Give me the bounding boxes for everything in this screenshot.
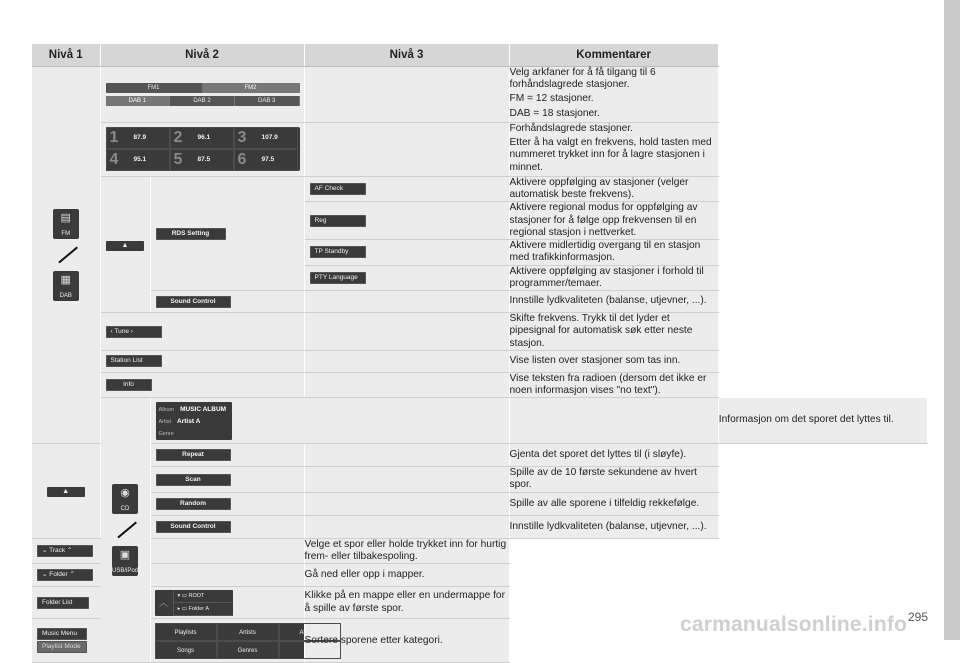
table-row bbox=[32, 515, 928, 538]
tune-comment: Skifte frekvens. Trykk til det lyder et pipesignal for automatisk søk etter neste stasjon. bbox=[509, 313, 718, 351]
media-sound-control-cell bbox=[150, 515, 304, 538]
usb-source-icon[interactable] bbox=[112, 546, 138, 576]
folder-item-label: Folder A bbox=[188, 605, 209, 612]
function-table bbox=[32, 44, 928, 663]
category-songs[interactable]: Songs bbox=[155, 641, 217, 659]
preset-number: 4 bbox=[109, 151, 119, 169]
preset-frequency: 107.9 bbox=[261, 134, 278, 142]
preset-frequency: 97.5 bbox=[261, 156, 275, 164]
header-level-3: Nivå 3 bbox=[304, 44, 509, 67]
sound-control-button[interactable]: Sound Control bbox=[156, 521, 231, 533]
tab-dab2[interactable]: DAB 2 bbox=[170, 96, 235, 106]
dab-tab-bar bbox=[106, 96, 300, 106]
preset-number: 1 bbox=[109, 129, 119, 147]
repeat-button[interactable]: Repeat bbox=[156, 449, 231, 461]
af-check-button[interactable]: AF Check bbox=[310, 183, 366, 195]
tab-dab3[interactable]: DAB 3 bbox=[235, 96, 300, 106]
chevron-right-icon[interactable]: › bbox=[130, 327, 133, 335]
tune-cell bbox=[100, 313, 304, 351]
music-menu-button[interactable]: Music Menu bbox=[37, 628, 87, 640]
radio-up-cell bbox=[100, 176, 150, 312]
folder-icon: ▾ ▭ bbox=[177, 592, 189, 599]
preset-button-3[interactable] bbox=[234, 127, 298, 149]
artist-value: Artist A bbox=[177, 417, 201, 425]
empty-level-3 bbox=[304, 492, 509, 515]
table-row bbox=[32, 122, 928, 176]
tab-dab1[interactable]: DAB 1 bbox=[106, 96, 171, 106]
preset-frequency: 96.1 bbox=[197, 134, 211, 142]
scan-button[interactable]: Scan bbox=[156, 474, 231, 486]
genre-label: Genre bbox=[158, 430, 174, 437]
tp-standby-cell bbox=[304, 240, 509, 265]
folder-rows bbox=[174, 590, 233, 616]
category-genres[interactable]: Genres bbox=[217, 641, 279, 659]
table-row bbox=[32, 350, 928, 372]
af-comment: Aktivere oppfølging av stasjoner (velger automatisk beste frekvens). bbox=[509, 176, 718, 201]
preset-button-5[interactable] bbox=[170, 149, 234, 171]
chevron-down-icon[interactable]: ⌄ bbox=[42, 547, 48, 555]
repeat-comment: Gjenta det sporet det lyttes til (i sløyfe). bbox=[509, 444, 718, 467]
table-row bbox=[32, 444, 928, 467]
media-up-cell bbox=[32, 444, 100, 538]
preset-grid bbox=[106, 127, 300, 171]
media-sound-comment: Innstille lydkvaliteten (balanse, utjevner, ...). bbox=[509, 515, 718, 538]
album-info-cell bbox=[150, 398, 509, 444]
track-button[interactable] bbox=[37, 545, 93, 557]
music-menu-cell bbox=[32, 619, 150, 663]
pty-language-button[interactable]: PTY Language bbox=[310, 272, 366, 284]
page-number: 295 bbox=[908, 610, 929, 624]
usb-ipod-icon: ▣ bbox=[119, 549, 131, 562]
preset-button-1[interactable] bbox=[106, 127, 170, 149]
fm-label: FM bbox=[61, 231, 71, 238]
usb-label: USB/iPod bbox=[112, 568, 139, 575]
pty-language-cell bbox=[304, 265, 509, 290]
reg-button[interactable]: Reg bbox=[310, 215, 366, 227]
chevron-up-icon[interactable]: ⌃ bbox=[66, 547, 73, 555]
table-header-row bbox=[32, 44, 928, 67]
folder-item-folder-a[interactable] bbox=[174, 603, 233, 616]
or-separator bbox=[54, 245, 78, 265]
comment-line: Forhåndslagrede stasjoner. bbox=[509, 122, 633, 134]
repeat-cell bbox=[150, 444, 304, 467]
categories-cell bbox=[150, 619, 320, 663]
preset-button-2[interactable] bbox=[170, 127, 234, 149]
table-row bbox=[32, 467, 928, 492]
table-row bbox=[32, 67, 928, 123]
presets-comment bbox=[509, 122, 718, 176]
table-row bbox=[32, 313, 928, 351]
comment-line: FM = 12 stasjoner. bbox=[509, 93, 594, 105]
track-info-comment: Informasjon om det sporet det lyttes til. bbox=[718, 398, 927, 444]
comment-line: Etter å ha valgt en frekvens, hold tasten med nummeret trykket inn for å lagre stasjonen i minnet. bbox=[509, 137, 712, 173]
preset-button-6[interactable] bbox=[234, 149, 298, 171]
table-row bbox=[32, 176, 928, 201]
folder-item-root[interactable] bbox=[174, 590, 233, 603]
presets-cell bbox=[100, 122, 304, 176]
empty-level-3 bbox=[304, 515, 509, 538]
scan-comment: Spille av de 10 første sekundene av hvert spor. bbox=[509, 467, 718, 492]
table-row bbox=[32, 492, 928, 515]
info-comment: Vise teksten fra radioen (dersom det ikke er noen informasjon vises "no text"). bbox=[509, 372, 718, 397]
folder-button[interactable] bbox=[37, 569, 93, 581]
track-info-panel bbox=[156, 402, 232, 440]
folder-tree bbox=[155, 590, 233, 616]
empty-level-3 bbox=[304, 291, 509, 313]
tab-fm1[interactable]: FM1 bbox=[106, 83, 203, 93]
folder-label: Folder bbox=[49, 571, 68, 579]
pty-comment: Aktivere oppfølging av stasjoner i forhold til programmer/temaer. bbox=[509, 265, 718, 290]
empty-level-3 bbox=[304, 67, 509, 123]
chevron-up-icon[interactable]: ︿ bbox=[155, 590, 174, 616]
side-tab-strip bbox=[944, 0, 960, 640]
dab-source-icon[interactable] bbox=[53, 271, 79, 301]
tune-label: Tune bbox=[114, 327, 129, 335]
header-level-2: Nivå 2 bbox=[100, 44, 304, 67]
info-button[interactable]: Info bbox=[106, 379, 152, 391]
dab-radio-icon: ▦ bbox=[60, 274, 71, 287]
radio-icon: ▤ bbox=[60, 212, 71, 225]
random-button[interactable]: Random bbox=[156, 498, 231, 510]
header-comments: Kommentarer bbox=[509, 44, 718, 67]
tp-standby-button[interactable]: TP Standby bbox=[310, 246, 366, 258]
random-cell bbox=[150, 492, 304, 515]
tp-comment: Aktivere midlertidig overgang til en stasjon med trafikkinformasjon. bbox=[509, 240, 718, 265]
album-row bbox=[159, 404, 229, 416]
cd-label: CD bbox=[120, 506, 130, 513]
preset-frequency: 95.1 bbox=[133, 156, 147, 164]
folder-list-comment: Klikke på en mappe eller en undermappe for å spille av første spor. bbox=[304, 587, 509, 619]
empty-level-3 bbox=[150, 564, 304, 587]
empty-level-3 bbox=[304, 313, 509, 351]
playlist-mode-button[interactable]: Playlist Mode bbox=[37, 641, 87, 653]
categories-comment: Sortere sporene etter kategori. bbox=[304, 619, 509, 663]
tabs-comment bbox=[509, 67, 718, 123]
dab-label: DAB bbox=[59, 293, 72, 300]
folder-list-cell bbox=[32, 587, 150, 619]
empty-level-3 bbox=[150, 538, 304, 563]
empty-level-3 bbox=[304, 350, 509, 372]
category-artists[interactable]: Artists bbox=[217, 623, 279, 641]
disc-icon: ◉ bbox=[120, 487, 130, 500]
track-label: Track bbox=[49, 547, 66, 555]
table-row bbox=[32, 398, 928, 444]
empty-level-3 bbox=[304, 372, 509, 397]
music-menu-stack bbox=[37, 628, 150, 653]
preset-number: 5 bbox=[173, 151, 183, 169]
empty-level-3 bbox=[509, 398, 718, 444]
preset-number: 6 bbox=[237, 151, 247, 169]
rds-setting-button[interactable]: RDS Setting bbox=[156, 228, 226, 240]
station-list-button[interactable]: Station List bbox=[106, 355, 162, 367]
preset-button-4[interactable] bbox=[106, 149, 170, 171]
fm-tab-bar bbox=[106, 83, 300, 93]
random-comment: Spille av alle sporene i tilfeldig rekkefølge. bbox=[509, 492, 718, 515]
chevron-up-icon[interactable]: ⌃ bbox=[69, 571, 75, 579]
header-level-1: Nivå 1 bbox=[32, 44, 100, 67]
up-arrow-button[interactable]: ▲ bbox=[106, 241, 144, 251]
tune-button[interactable] bbox=[106, 326, 162, 338]
table-row bbox=[32, 564, 928, 587]
category-albums[interactable]: Albums bbox=[279, 623, 341, 641]
empty-level-3 bbox=[304, 122, 509, 176]
tab-fm2[interactable]: FM2 bbox=[203, 83, 300, 93]
sound-control-cell bbox=[150, 291, 304, 313]
preset-number: 3 bbox=[237, 129, 247, 147]
reg-cell bbox=[304, 202, 509, 240]
album-value: MUSIC ALBUM bbox=[180, 405, 227, 413]
cd-source-icon[interactable] bbox=[112, 484, 138, 514]
preset-number: 2 bbox=[173, 129, 183, 147]
af-check-cell bbox=[304, 176, 509, 201]
or-separator bbox=[113, 520, 137, 540]
empty-level-3 bbox=[304, 444, 509, 467]
chevron-down-icon[interactable]: ⌄ bbox=[42, 571, 48, 579]
chevron-left-icon[interactable]: ‹ bbox=[110, 327, 113, 335]
folder-tree-cell bbox=[150, 587, 304, 619]
table-row bbox=[32, 372, 928, 397]
scan-cell bbox=[150, 467, 304, 492]
genre-row bbox=[159, 428, 229, 440]
category-playlists[interactable]: Playlists bbox=[155, 623, 217, 641]
table-row bbox=[32, 291, 928, 313]
album-label: Album bbox=[158, 406, 175, 413]
fm-source-icon[interactable] bbox=[53, 209, 79, 239]
preset-frequency: 87.9 bbox=[133, 134, 147, 142]
artist-row bbox=[159, 416, 229, 428]
folder-icon: ▸ ▭ bbox=[177, 605, 189, 612]
station-list-cell bbox=[100, 350, 304, 372]
station-comment: Vise listen over stasjoner som tas inn. bbox=[509, 350, 718, 372]
track-comment: Velge et spor eller holde trykket inn for hurtig frem- eller tilbakespoling. bbox=[304, 538, 509, 563]
up-arrow-button[interactable]: ▲ bbox=[47, 487, 85, 497]
folder-item-label: ROOT bbox=[188, 592, 205, 599]
sound-comment: Innstille lydkvaliteten (balanse, utjevner, ...). bbox=[509, 291, 718, 313]
watermark: carmanualsonline.info bbox=[680, 613, 908, 636]
band-tabs-cell bbox=[100, 67, 304, 123]
folder-list-button[interactable]: Folder List bbox=[37, 597, 89, 609]
artist-label: Artist bbox=[158, 418, 172, 425]
radio-source-cell bbox=[32, 67, 100, 444]
sound-control-button[interactable]: Sound Control bbox=[156, 296, 231, 308]
rds-setting-cell bbox=[150, 176, 304, 290]
comment-line: Velg arkfaner for å få tilgang til 6 forhåndslagrede stasjoner. bbox=[509, 67, 656, 91]
preset-frequency: 87.5 bbox=[197, 156, 211, 164]
empty-level-3 bbox=[304, 467, 509, 492]
info-cell bbox=[100, 372, 304, 397]
table-row bbox=[32, 538, 928, 563]
folder-comment: Gå ned eller opp i mapper. bbox=[304, 564, 509, 587]
reg-comment: Aktivere regional modus for oppfølging av stasjoner for å følge opp frekvensen til en regional stasjon i nettverket. bbox=[509, 202, 718, 240]
comment-line: DAB = 18 stasjoner. bbox=[509, 107, 600, 119]
